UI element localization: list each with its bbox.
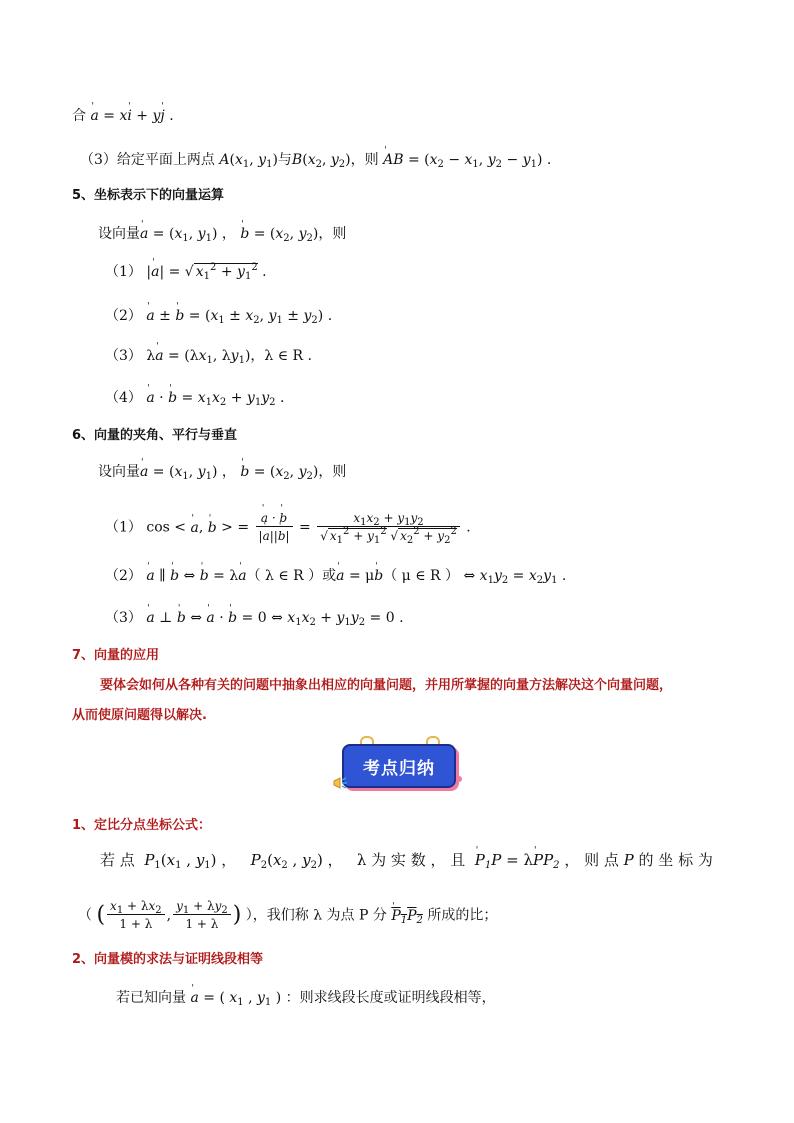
- line-coordinate-decomposition: 合 ' a = x' i + y' j .: [72, 106, 174, 126]
- line-magnitude-method: 若已知向量 ' a = ( $x_1$ , $y_1$ ) ：则求线段长度或证明线段相等，: [116, 988, 496, 1008]
- line-two-points: （3）给定平面上两点 $A(x_1$, $y_1$)与$B(x_2$, $y_2$)，则 ' AB = ($x_2 - x_1$, $y_2 - y_1$) .: [80, 150, 551, 170]
- megaphone-icon: [332, 776, 348, 790]
- formula-scalar: （3） λ' $a = (\lambda x_1$, $\lambda y_1$)，λ ∈ R .: [105, 346, 312, 366]
- formula-sum: （2） ' a ± ' $b = (x_1 \pm x_2$, $y_1 \pm y_2$) .: [105, 306, 332, 326]
- badge-title: 考点归纳: [363, 758, 435, 779]
- heading-section-5: 5、坐标表示下的向量运算: [72, 188, 225, 203]
- paragraph-application-1: 要体会如何从各种有关的问题中抽象出相应的向量问题，并用所掌握的向量方法解决这个向量问题，: [100, 678, 673, 693]
- heading-section-7: 7、向量的应用: [72, 648, 160, 663]
- formula-magnitude: （1） |' a| = √ $x_1^2 + y_1^2$ .: [105, 262, 267, 282]
- line-division-point-1: 若 点 $P_1(x_1$ , $y_1$) ， $P_2(x_2$ , $y_2$) ， λ 为 实 数 ， 且 ' $P_1P = \lambda'$ $PP_2$ ， 则 点 P 的 坐 标 为: [100, 850, 713, 870]
- line-set-vectors-6: 设向量' $a = (x_1$, $y_1$) ， ' $b = (x_2$, $y_2$)，则: [98, 462, 346, 482]
- formula-parallel: （2） ' a ∥ ' b ⇔ ' b = λ' a（ λ ∈ R ）或' a = μ' b（ μ ∈ R ） ⇔ $x_1y_2 = x_2y_1$ .: [105, 566, 566, 586]
- key-points-badge: [342, 744, 456, 788]
- heading-section-6: 6、向量的夹角、平行与垂直: [72, 428, 238, 443]
- heading-key-2: 2、向量模的求法与证明线段相等: [72, 952, 264, 967]
- paragraph-application-2: 从而使原问题得以解决.: [72, 708, 207, 723]
- heading-key-1: 1、定比分点坐标公式：: [72, 818, 212, 833]
- badge-decoration-dot: [456, 776, 462, 782]
- formula-angle: （1） cos < ' a, ' b > = ' $\frac{a \cdot ' b}{|' a||' b|}$ = $\frac{x_1x_2 + y_1y_2}{√ x_1^2 + y_1^2 √ x_2^2 + y_2^2}$ .: [105, 510, 471, 545]
- formula-perpendicular: （3） ' a ⊥ ' b ⇔ ' a · ' b = 0 ⇔ $x_1x_2 + y_1y_2 = 0$ .: [105, 608, 404, 628]
- formula-dot: （4） ' a · ' $b = x_1x_2 + y_1y_2$ .: [105, 388, 284, 408]
- line-set-vectors-5: 设向量' $a = (x_1$, $y_1$) ， ' $b = (x_2$, $y_2$)，则: [98, 224, 346, 244]
- line-division-point-2: （ ( $\frac{x_1 + \lambda x_2}{1 + \lambda}$ , $\frac{y_1 + \lambda y_2}{1 + \lambda}$ ) ），我们称 λ 为点 P 分 ' $P_1P_2$ 所成的比；: [78, 898, 497, 933]
